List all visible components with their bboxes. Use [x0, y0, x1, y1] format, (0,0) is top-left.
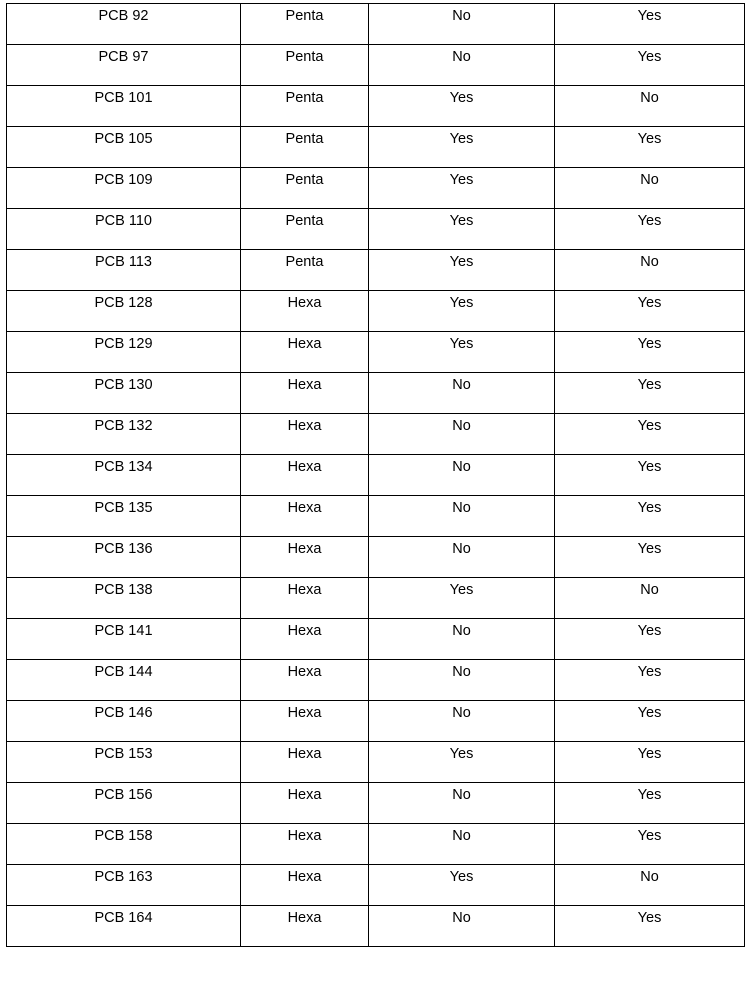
column-4-cell [555, 373, 745, 414]
cell-text: PCB 130 [94, 377, 153, 393]
column-4-cell [555, 127, 745, 168]
table-row [7, 783, 745, 824]
cell-text: Hexa [287, 869, 322, 885]
cell-text: No [640, 172, 659, 188]
cell-text: Yes [637, 664, 662, 680]
chlorination-cell [241, 4, 369, 45]
table-row [7, 578, 745, 619]
column-4-cell [555, 414, 745, 455]
cell-text: Yes [637, 8, 662, 24]
cell-text: Yes [449, 582, 474, 598]
column-3-cell [369, 906, 555, 947]
chlorination-cell [241, 660, 369, 701]
cell-text: Yes [449, 295, 474, 311]
cell-text: No [452, 910, 471, 926]
table-row [7, 865, 745, 906]
congener-cell [7, 45, 241, 86]
cell-text: PCB 129 [94, 336, 153, 352]
table-row [7, 824, 745, 865]
chlorination-cell [241, 127, 369, 168]
congener-cell [7, 332, 241, 373]
chlorination-cell [241, 455, 369, 496]
cell-text: Penta [285, 213, 324, 229]
cell-text: Penta [285, 8, 324, 24]
table-row [7, 496, 745, 537]
cell-text: No [452, 828, 471, 844]
column-4-cell [555, 701, 745, 742]
cell-text: PCB 135 [94, 500, 153, 516]
column-3-cell [369, 824, 555, 865]
cell-text: No [452, 541, 471, 557]
congener-cell [7, 291, 241, 332]
column-4-cell [555, 332, 745, 373]
cell-text: Hexa [287, 623, 322, 639]
cell-text: No [640, 90, 659, 106]
cell-text: Hexa [287, 459, 322, 475]
column-4-cell [555, 291, 745, 332]
column-3-cell [369, 455, 555, 496]
chlorination-cell [241, 742, 369, 783]
cell-text: Yes [637, 336, 662, 352]
column-3-cell [369, 660, 555, 701]
cell-text: PCB 138 [94, 582, 153, 598]
chlorination-cell [241, 537, 369, 578]
cell-text: PCB 113 [95, 254, 152, 270]
congener-cell [7, 783, 241, 824]
column-3-cell [369, 373, 555, 414]
cell-text: PCB 141 [94, 623, 153, 639]
table-row [7, 906, 745, 947]
cell-text: Hexa [287, 500, 322, 516]
cell-text: Yes [449, 131, 474, 147]
table-row [7, 619, 745, 660]
congener-cell [7, 127, 241, 168]
column-4-cell [555, 86, 745, 127]
cell-text: Yes [449, 336, 474, 352]
cell-text: PCB 134 [94, 459, 153, 475]
cell-text: Yes [637, 49, 662, 65]
table-row [7, 332, 745, 373]
cell-text: Yes [449, 746, 474, 762]
chlorination-cell [241, 45, 369, 86]
congener-cell [7, 86, 241, 127]
column-4-cell [555, 742, 745, 783]
cell-text: No [640, 582, 659, 598]
cell-text: No [452, 705, 471, 721]
column-4-cell [555, 906, 745, 947]
cell-text: No [452, 377, 471, 393]
cell-text: PCB 158 [94, 828, 153, 844]
table-row [7, 86, 745, 127]
cell-text: Hexa [287, 746, 322, 762]
cell-text: Hexa [287, 336, 322, 352]
chlorination-cell [241, 701, 369, 742]
table-row [7, 209, 745, 250]
column-4-cell [555, 783, 745, 824]
congener-cell [7, 906, 241, 947]
cell-text: Hexa [287, 787, 322, 803]
column-3-cell [369, 783, 555, 824]
cell-text: Yes [637, 705, 662, 721]
chlorination-cell [241, 168, 369, 209]
cell-text: Yes [449, 254, 474, 270]
pcb-table [6, 3, 745, 947]
cell-text: Yes [449, 869, 474, 885]
cell-text: Hexa [287, 705, 322, 721]
cell-text: PCB 146 [94, 705, 153, 721]
cell-text: Yes [637, 910, 662, 926]
cell-text: No [640, 254, 659, 270]
congener-cell [7, 455, 241, 496]
cell-text: Hexa [287, 295, 322, 311]
congener-cell [7, 250, 241, 291]
column-3-cell [369, 291, 555, 332]
column-4-cell [555, 824, 745, 865]
cell-text: No [452, 664, 471, 680]
cell-text: PCB 163 [94, 869, 153, 885]
column-4-cell [555, 209, 745, 250]
column-3-cell [369, 496, 555, 537]
congener-cell [7, 414, 241, 455]
table-row [7, 414, 745, 455]
table-row [7, 373, 745, 414]
table-row [7, 127, 745, 168]
congener-cell [7, 168, 241, 209]
congener-cell [7, 578, 241, 619]
cell-text: Yes [637, 623, 662, 639]
column-3-cell [369, 537, 555, 578]
cell-text: PCB 101 [94, 90, 153, 106]
cell-text: Penta [285, 172, 324, 188]
table-row [7, 250, 745, 291]
congener-cell [7, 701, 241, 742]
cell-text: Yes [637, 500, 662, 516]
cell-text: PCB 132 [94, 418, 153, 434]
cell-text: Hexa [287, 910, 322, 926]
column-3-cell [369, 45, 555, 86]
column-3-cell [369, 127, 555, 168]
chlorination-cell [241, 824, 369, 865]
cell-text: PCB 164 [94, 910, 153, 926]
table-row [7, 660, 745, 701]
cell-text: Hexa [287, 582, 322, 598]
table-row [7, 45, 745, 86]
column-3-cell [369, 701, 555, 742]
column-3-cell [369, 86, 555, 127]
cell-text: No [452, 787, 471, 803]
table-row [7, 742, 745, 783]
column-3-cell [369, 250, 555, 291]
pcb-table-body [7, 4, 745, 947]
cell-text: No [640, 869, 659, 885]
cell-text: Yes [637, 418, 662, 434]
chlorination-cell [241, 332, 369, 373]
cell-text: Yes [637, 295, 662, 311]
chlorination-cell [241, 291, 369, 332]
column-4-cell [555, 496, 745, 537]
cell-text: PCB 92 [98, 8, 149, 24]
cell-text: Hexa [287, 541, 322, 557]
cell-text: PCB 97 [98, 49, 149, 65]
chlorination-cell [241, 250, 369, 291]
congener-cell [7, 373, 241, 414]
congener-cell [7, 865, 241, 906]
chlorination-cell [241, 373, 369, 414]
cell-text: No [452, 459, 471, 475]
cell-text: Yes [637, 828, 662, 844]
cell-text: PCB 153 [94, 746, 153, 762]
chlorination-cell [241, 783, 369, 824]
cell-text: No [452, 500, 471, 516]
column-3-cell [369, 4, 555, 45]
column-3-cell [369, 578, 555, 619]
cell-text: PCB 109 [94, 172, 153, 188]
column-4-cell [555, 660, 745, 701]
congener-cell [7, 537, 241, 578]
cell-text: Yes [637, 377, 662, 393]
column-4-cell [555, 4, 745, 45]
congener-cell [7, 660, 241, 701]
cell-text: PCB 110 [95, 213, 152, 229]
table-row [7, 291, 745, 332]
column-4-cell [555, 455, 745, 496]
column-4-cell [555, 865, 745, 906]
cell-text: No [452, 8, 471, 24]
cell-text: No [452, 418, 471, 434]
column-3-cell [369, 414, 555, 455]
chlorination-cell [241, 865, 369, 906]
column-3-cell [369, 619, 555, 660]
cell-text: PCB 156 [94, 787, 153, 803]
table-row [7, 537, 745, 578]
chlorination-cell [241, 414, 369, 455]
cell-text: Yes [637, 459, 662, 475]
cell-text: Yes [449, 90, 474, 106]
column-3-cell [369, 742, 555, 783]
cell-text: No [452, 623, 471, 639]
cell-text: Penta [285, 131, 324, 147]
column-4-cell [555, 250, 745, 291]
congener-cell [7, 619, 241, 660]
table-row [7, 455, 745, 496]
cell-text: PCB 128 [94, 295, 153, 311]
cell-text: Hexa [287, 418, 322, 434]
column-3-cell [369, 209, 555, 250]
column-4-cell [555, 578, 745, 619]
cell-text: Yes [449, 213, 474, 229]
cell-text: Yes [637, 787, 662, 803]
cell-text: PCB 136 [94, 541, 153, 557]
congener-cell [7, 742, 241, 783]
cell-text: Hexa [287, 664, 322, 680]
cell-text: Penta [285, 49, 324, 65]
column-4-cell [555, 537, 745, 578]
table-row [7, 701, 745, 742]
cell-text: Hexa [287, 377, 322, 393]
congener-cell [7, 824, 241, 865]
chlorination-cell [241, 578, 369, 619]
chlorination-cell [241, 496, 369, 537]
cell-text: PCB 144 [94, 664, 153, 680]
cell-text: Yes [637, 541, 662, 557]
cell-text: Penta [285, 90, 324, 106]
column-4-cell [555, 45, 745, 86]
cell-text: Hexa [287, 828, 322, 844]
chlorination-cell [241, 86, 369, 127]
chlorination-cell [241, 209, 369, 250]
column-3-cell [369, 332, 555, 373]
column-4-cell [555, 168, 745, 209]
column-3-cell [369, 865, 555, 906]
cell-text: Yes [637, 746, 662, 762]
chlorination-cell [241, 906, 369, 947]
congener-cell [7, 209, 241, 250]
cell-text: PCB 105 [94, 131, 153, 147]
cell-text: Yes [637, 131, 662, 147]
column-3-cell [369, 168, 555, 209]
table-row [7, 168, 745, 209]
cell-text: Yes [637, 213, 662, 229]
column-4-cell [555, 619, 745, 660]
chlorination-cell [241, 619, 369, 660]
congener-cell [7, 496, 241, 537]
cell-text: No [452, 49, 471, 65]
cell-text: Yes [449, 172, 474, 188]
table-row [7, 4, 745, 45]
congener-cell [7, 4, 241, 45]
cell-text: Penta [285, 254, 324, 270]
